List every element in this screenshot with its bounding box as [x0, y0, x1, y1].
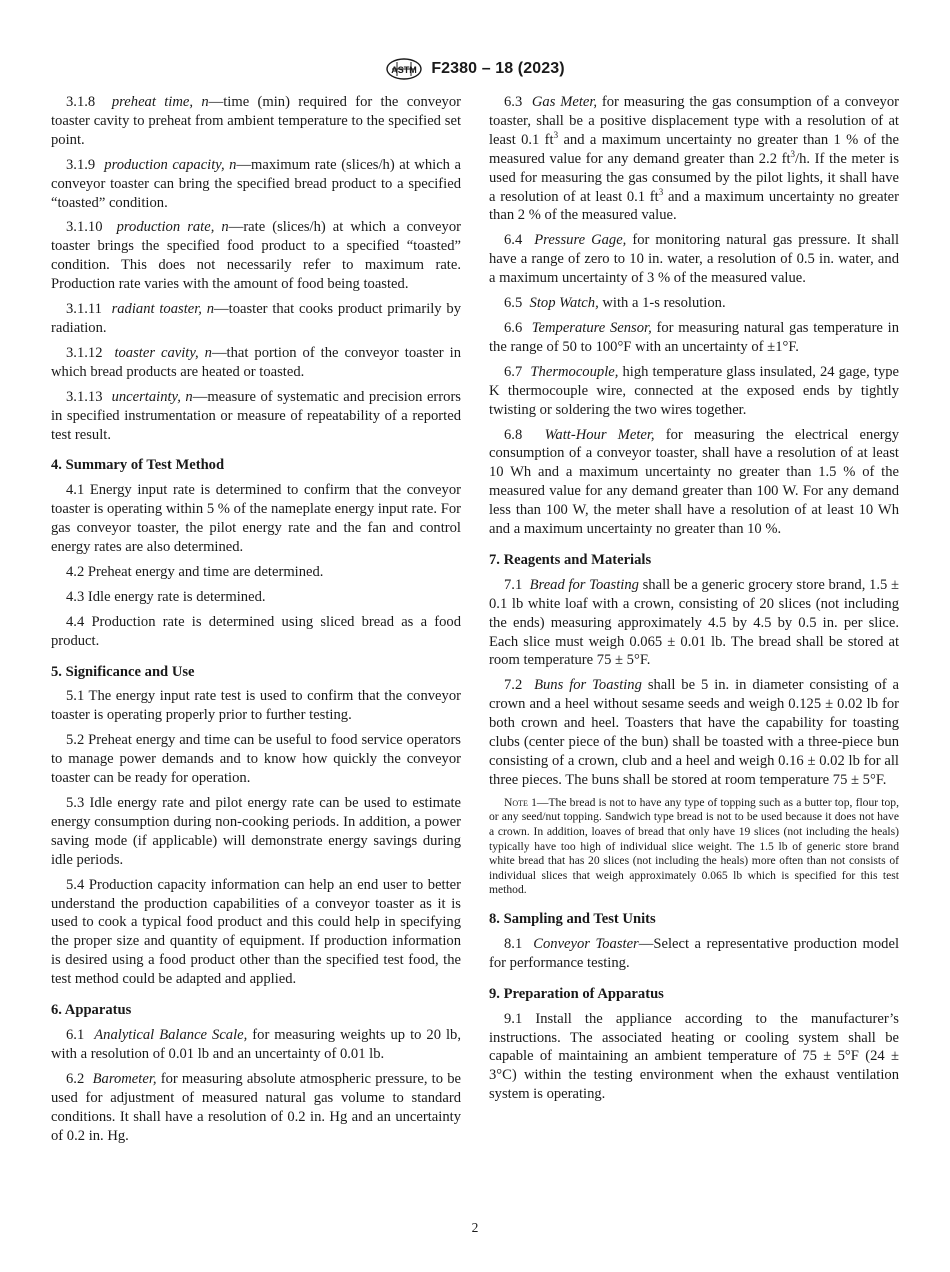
para-3-1-10: 3.1.10 production rate, n—rate (slices/h) at which a conveyor toaster brings the specified food product to a specified “toasted” condition. This does not necessarily refer to maximum rate. Production rate varies with the amount of food being toasted.	[51, 219, 461, 293]
para-6-4: 6.4 Pressure Gage, for monitoring natural gas pressure. It shall have a range of zero to 10 in. water, a resolution of 0.5 in. water, and a maximum uncertainty of 3 % of the measured value.	[489, 232, 899, 287]
astm-logo-icon	[385, 58, 423, 80]
para-6-1: 6.1 Analytical Balance Scale, for measuring weights up to 20 lb, with a resolution of 0.01 lb and an uncertainty of 0.01 lb.	[51, 1026, 462, 1062]
para-5-3: 5.3 Idle energy rate and pilot energy rate can be used to estimate energy consumption during non-cooking periods. In addition, a power saving mode (if applicable) will demonstrate energy savings during idle periods.	[51, 795, 461, 868]
section-heading-5: 5. Significance and Use	[51, 663, 195, 680]
para-3-1-11: 3.1.11 radiant toaster, n—toaster that cooks product primarily by radiation.	[51, 301, 462, 336]
document-id: F2380 – 18 (2023)	[431, 60, 565, 77]
para-7-1: 7.1 Bread for Toasting shall be a generic grocery store brand, 1.5 ± 0.1 lb white loaf with a crown, consisting of 20 slices (not including the ends) measuring approximately 4.5 by 4.5 by 0.5 in. per slice. Each slice must weigh 0.065 ± 0.01 lb. The bread shall be stored at room temperature 75 ± 5°F.	[489, 576, 900, 669]
para-9-1: 9.1 Install the appliance according to the manufacturer’s instructions. The associated heating or cooling system shall be capable of maintaining an ambient temperature of 75 ± 5°F (24 ± 3°C) within the testing environment when the exhaust ventilation system is operating.	[489, 1010, 899, 1103]
para-6-3: 6.3 Gas Meter, for measuring the gas consumption of a conveyor toaster, shall be a positive displacement type with a resolution of at least 0.1 $ft^3$ and a maximum uncertainty no greater than 1 % of the measured value for any demand greater than 2.2 $ft^3/h$. If the meter is used for measuring the gas consumed by the pilot lights, it shall have a resolution of at least 0.1 $ft^3$ and a maximum uncertainty no greater than 2 % of the measured value.	[489, 94, 899, 224]
para-6-7: 6.7 Thermocouple, high temperature glass insulated, 24 gage, type K thermocouple wire, connected at the exposed ends by tightly twisting or soldering the two wires together.	[489, 363, 900, 418]
left-column	[51, 93, 461, 1151]
para-3-1-8: 3.1.8 preheat time, n—time (min) required for the conveyor toaster cavity to preheat from ambient temperature to the specified set point.	[51, 94, 462, 148]
para-3-1-9: 3.1.9 production capacity, n—maximum rate (slices/h) at which a conveyor toaster can bring the specified bread product to a specified “toasted” condition.	[51, 156, 461, 211]
section-heading-9: 9. Preparation of Apparatus	[489, 985, 664, 1002]
para-6-2: 6.2 Barometer, for measuring absolute atmospheric pressure, to be used for adjustment of measured natural gas volume to standard conditions. It shall have a resolution of 0.2 in. Hg and an uncertainty of 0.2 in. Hg.	[51, 1070, 461, 1144]
section-heading-4: 4. Summary of Test Method	[51, 457, 225, 474]
para-7-2: 7.2 Buns for Toasting shall be 5 in. in diameter consisting of a crown and a heel without sesame seeds and weigh 0.125 ± 0.02 lb for both crown and heel. Toasters that have the capability for toasting clubs (center piece of the bun) shall be toasted with a three-piece bun consisting of a crown, club and a heel and weigh 0.16 ± 0.02 lb for all three pieces. The buns shall be stored at room temperature 75 ± 5°F.	[489, 677, 900, 788]
page-header	[0, 58, 950, 80]
para-4-2: 4.2 Preheat energy and time are determined.	[66, 563, 324, 580]
para-5-4: 5.4 Production capacity information can help an end user to better understand the production capabilities of a conveyor toaster as it is used to cook a typical food product and this could help in specifying the proper size and quantity of equipment. If production information is desired using a food product other than the specified test food, the test method could be adapted and applied.	[51, 876, 461, 988]
para-6-8: 6.8 Watt-Hour Meter, for measuring the electrical energy consumption of a conveyor toaster, shall have a resolution of at least 10 Wh and a maximum uncertainty no greater than 1.5 % of the measured value for any demand greater than 100 W. For any demand less than 100 W, the meter shall have a resolution of at least 10 Wh and a maximum uncertainty no greater than 10 %.	[489, 426, 899, 538]
para-8-1: 8.1 Conveyor Toaster—Select a representative production model for performance testing.	[489, 935, 900, 971]
svg-text:ASTM: ASTM	[391, 65, 418, 75]
right-column	[489, 93, 899, 1110]
para-4-3: 4.3 Idle energy rate is determined.	[66, 588, 266, 605]
section-heading-7: 7. Reagents and Materials	[489, 551, 652, 568]
para-6-6: 6.6 Temperature Sensor, for measuring natural gas temperature in the range of 50 to 100°F with an uncertainty of ±1°F.	[489, 319, 899, 355]
note-1: Note 1—The bread is not to have any type of topping such as a butter top, flour top, or any seed/nut topping. Sandwich type bread is not to be used because it does not have a crown. In addition, loaves of bread that only have 19 slices (not including the heals) typically have too high of individual slice weight. The 1.5 lb of generic store brand white bread that has 20 slices (not including the heals) more often than not consists of individual slices that weigh approximately 0.065 lb which is specified for this test method.	[489, 795, 899, 897]
para-4-4: 4.4 Production rate is determined using sliced bread as a food product.	[51, 613, 461, 649]
para-3-1-12: 3.1.12 toaster cavity, n—that portion of the conveyor toaster in which bread products are heated or toasted.	[51, 344, 461, 380]
section-heading-6: 6. Apparatus	[51, 1002, 132, 1019]
section-heading-8: 8. Sampling and Test Units	[489, 910, 656, 927]
para-3-1-13: 3.1.13 uncertainty, n—measure of systematic and precision errors in specified instrumentation or measure of repeatability of a reported test result.	[51, 388, 461, 443]
para-6-5: 6.5 Stop Watch, with a 1-s resolution.	[504, 295, 726, 312]
para-5-1: 5.1 The energy input rate test is used to confirm that the conveyor toaster is operating properly prior to further testing.	[51, 688, 461, 724]
para-4-1: 4.1 Energy input rate is determined to confirm that the conveyor toaster is operating within 5 % of the nameplate energy input rate. For gas conveyor toaster, the pilot energy rate and the fan and control energy rates are also determined.	[51, 482, 461, 556]
page-number: 2	[471, 1220, 479, 1235]
para-5-2: 5.2 Preheat energy and time can be useful to food service operators to manage power demands and to know how quickly the conveyor toaster can be ready for operation.	[51, 732, 461, 787]
